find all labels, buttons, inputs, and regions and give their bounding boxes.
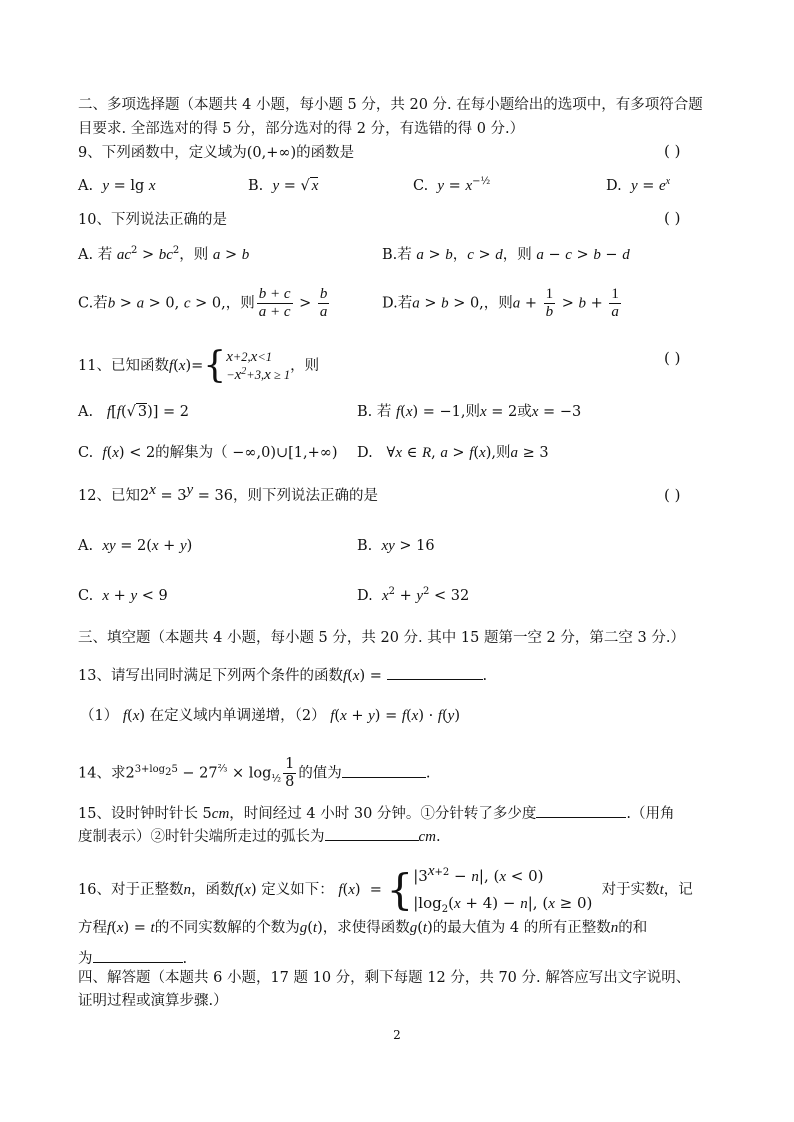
q11-option-b-then: 则 <box>465 404 481 420</box>
q16-answer-blank[interactable] <box>93 948 183 963</box>
q11-option-d: D. ∀x ∈ R, a > f(x),则a ≥ 3 <box>357 445 549 461</box>
q10-answer-paren: ( ) <box>664 209 681 227</box>
q12-option-a: A. xy = 2(x + y) <box>78 538 193 554</box>
q16-line2-mid3: 的最大值为 4 的所有正整数 <box>432 920 611 936</box>
q14-stem-post: 的值为 <box>298 765 342 782</box>
q12-option-c-label: C. <box>78 588 94 604</box>
q10-option-c: C.若b > a > 0, c > 0,，则 $\frac{b + c}{a + c}$ > $\frac{b}{a}$ <box>78 286 328 320</box>
q13-stem-text: 13、请写出同时满足下列两个条件的函数 <box>78 668 343 684</box>
q9-answer-paren: ( ) <box>664 142 681 160</box>
section4-heading-line2: 证明过程或演算步骤.） <box>78 993 228 1009</box>
q13-stem: 13、请写出同时满足下列两个条件的函数f(x) = . <box>78 665 487 686</box>
q10-option-c-label: C.若 <box>78 295 108 312</box>
q16-line1-post: 对于实数 <box>601 882 660 898</box>
q11-stem-post: ，则 <box>290 358 320 374</box>
q9-option-d-label: D. <box>606 178 622 194</box>
q10-option-b-then: ，则 <box>502 247 532 263</box>
q15-line1-end: .（用角 <box>626 806 675 822</box>
q12-option-c: C. x + y < 9 <box>78 588 168 604</box>
q15-answer-blank-2[interactable] <box>325 826 419 841</box>
q13-answer-blank[interactable] <box>387 665 483 680</box>
q12-option-b: B. xy > 16 <box>357 538 435 554</box>
q10-option-d: D.若a > b > 0,，则a + $\frac{1}{b}$ > b + $\frac{1}{a}$ <box>382 286 619 320</box>
q12-option-d: D. $x^2 + y^2 < 32$ <box>357 586 470 604</box>
q10-option-a-label: A. 若 <box>78 247 113 263</box>
q16-line2-pre: 方程 <box>78 920 107 936</box>
q16-line1-pre: 16、对于正整数 <box>78 882 184 898</box>
q10-option-a: A. 若 $ac^2 > bc^2$，则 a > b <box>78 245 250 263</box>
q13-conditions: （1） f(x) 在定义域内单调递增，（2） f(x + y) = f(x) · f(y) <box>80 708 461 724</box>
q14-stem: 14、求$2^{3+log_25} - 27^{\frac{2}{3}} \times \log_{\frac{1}{2}}$ $\frac{1}{8}$ 的值为 . <box>78 756 431 790</box>
q15-line1: 15、设时钟时针长 5cm，时间经过 4 小时 30 分钟。①分针转了多少度 .（用角 <box>78 803 675 824</box>
q12-stem: 12、已知$2^x = 3^y = 36$，则下列说法正确的是 <box>78 482 378 504</box>
q16-line2-end: 的和 <box>618 920 648 936</box>
q9-option-b-label: B. <box>248 178 264 194</box>
q15-line2-pre: 度制表示）②时针尖端所走过的弧长为 <box>78 829 325 845</box>
q9-option-c: C. $y = x^{-\frac{1}{2}}$ <box>413 176 491 194</box>
q9-option-b: B. y = √ x <box>248 178 319 194</box>
q10-stem: 10、下列说法正确的是 <box>78 212 227 228</box>
section2-heading-line2: 目要求. 全部选对的得 5 分，部分选对的得 2 分，有选错的得 0 分.） <box>78 121 525 137</box>
q13-condition-text: 在定义域内单调递增，（2） <box>149 708 326 724</box>
q16-line1-end: ，记 <box>663 882 693 898</box>
q9-option-d: D. $y = e^x$ <box>606 176 671 194</box>
q11-option-a: A. f[f(√ 3)] = 2 <box>78 404 189 420</box>
q11-option-b-or: 或 <box>517 404 532 420</box>
q10-option-c-then: ，则 <box>225 295 255 312</box>
q12-stem-post: ，则下列说法正确的是 <box>232 488 378 504</box>
q14-answer-blank[interactable] <box>342 763 426 778</box>
q11-option-d-label: D. <box>357 445 373 461</box>
q14-stem-pre: 14、求 <box>78 765 126 782</box>
q16-line3 <box>78 948 187 969</box>
q16-line2-mid2: ，求使得函数 <box>322 920 410 936</box>
q11-option-c-label: C. <box>78 445 94 461</box>
q11-option-c-text: 的解集为（ <box>155 445 233 461</box>
q15-answer-blank-1[interactable] <box>536 803 626 818</box>
q9-stem: 9、下列函数中，定义域为(0,+∞)的函数是 <box>78 145 355 161</box>
q13-condition-label: （1） <box>80 708 119 724</box>
q9-option-c-label: C. <box>413 178 429 194</box>
q16-line1: 16、对于正整数n，函数f(x) 定义如下： f(x) = { $|3^{x+2} - n|$, (x < 0) $|\log_2(x + 4) - n|$, (x ≥ 0) 对于实数t，记 <box>78 863 693 915</box>
page-number: 2 <box>393 1028 401 1042</box>
q14-stem-end: . <box>425 765 431 782</box>
q12-option-b-label: B. <box>357 538 373 554</box>
q15-line1-mid: ，时间经过 4 小时 30 分钟。①分针转了多少度 <box>229 806 537 822</box>
q10-option-b-label: B.若 <box>382 247 412 263</box>
q15-line2-end: . <box>436 829 441 845</box>
q12-answer-paren: ( ) <box>664 486 681 504</box>
q11-option-b: B. 若 f(x) = −1,则x = 2或x = −3 <box>357 404 582 420</box>
q16-line3-end: . <box>182 951 188 967</box>
section4-heading-line1: 四、解答题（本题共 6 小题，17 题 10 分，剩下每题 12 分，共 70 分. 解答应写出文字说明、 <box>78 970 691 986</box>
q16-line2-mid: 的不同实数解的个数为 <box>154 920 300 936</box>
q15-line2: 度制表示）②时针尖端所走过的弧长为 cm. <box>78 826 441 847</box>
q11-stem-pre: 11、已知函数 <box>78 358 169 374</box>
q9-option-a: A. y = lg x <box>78 178 156 194</box>
section2-heading-line1: 二、多项选择题（本题共 4 小题，每小题 5 分，共 20 分. 在每小题给出的选项中，有多项符合题 <box>78 97 703 113</box>
q11-option-d-then: 则 <box>496 445 511 461</box>
q11-answer-paren: ( ) <box>664 349 681 367</box>
q12-stem-pre: 12、已知 <box>78 488 140 504</box>
q10-option-d-then: ，则 <box>483 295 513 312</box>
q16-line1-mid: ，函数 <box>190 882 235 898</box>
q16-line2: 方程f(x) = t的不同实数解的个数为g(t)，求使得函数g(t)的最大值为 4 的所有正整数n的和 <box>78 920 648 936</box>
q15-line1-pre: 15、设时钟时针长 5 <box>78 806 212 822</box>
q10-option-a-then: ，则 <box>179 247 209 263</box>
q16-line1-def: 定义如下： <box>261 882 334 898</box>
q11-stem: 11、已知函数f(x)={ x+2,x<1 $-x^2+3,x \ge 1$ ，则 <box>78 345 320 386</box>
q16-line3-pre: 为 <box>78 951 93 967</box>
q11-option-b-label: B. 若 <box>357 404 392 420</box>
q13-stem-end: . <box>482 668 488 684</box>
q11-option-c: C. f(x) < 2的解集为（ −∞,0)∪[1,+∞) <box>78 445 338 461</box>
q10-option-d-label: D.若 <box>382 295 413 312</box>
q9-option-a-label: A. <box>78 178 94 194</box>
q10-option-b: B.若 a > b，c > d，则 a − c > b − d <box>382 247 630 263</box>
q12-option-a-label: A. <box>78 538 94 554</box>
q11-option-a-label: A. <box>78 404 94 420</box>
q12-option-d-label: D. <box>357 588 373 604</box>
section3-heading: 三、填空题（本题共 4 小题，每小题 5 分，共 20 分. 其中 15 题第一空 2 分，第二空 3 分.） <box>78 630 685 646</box>
